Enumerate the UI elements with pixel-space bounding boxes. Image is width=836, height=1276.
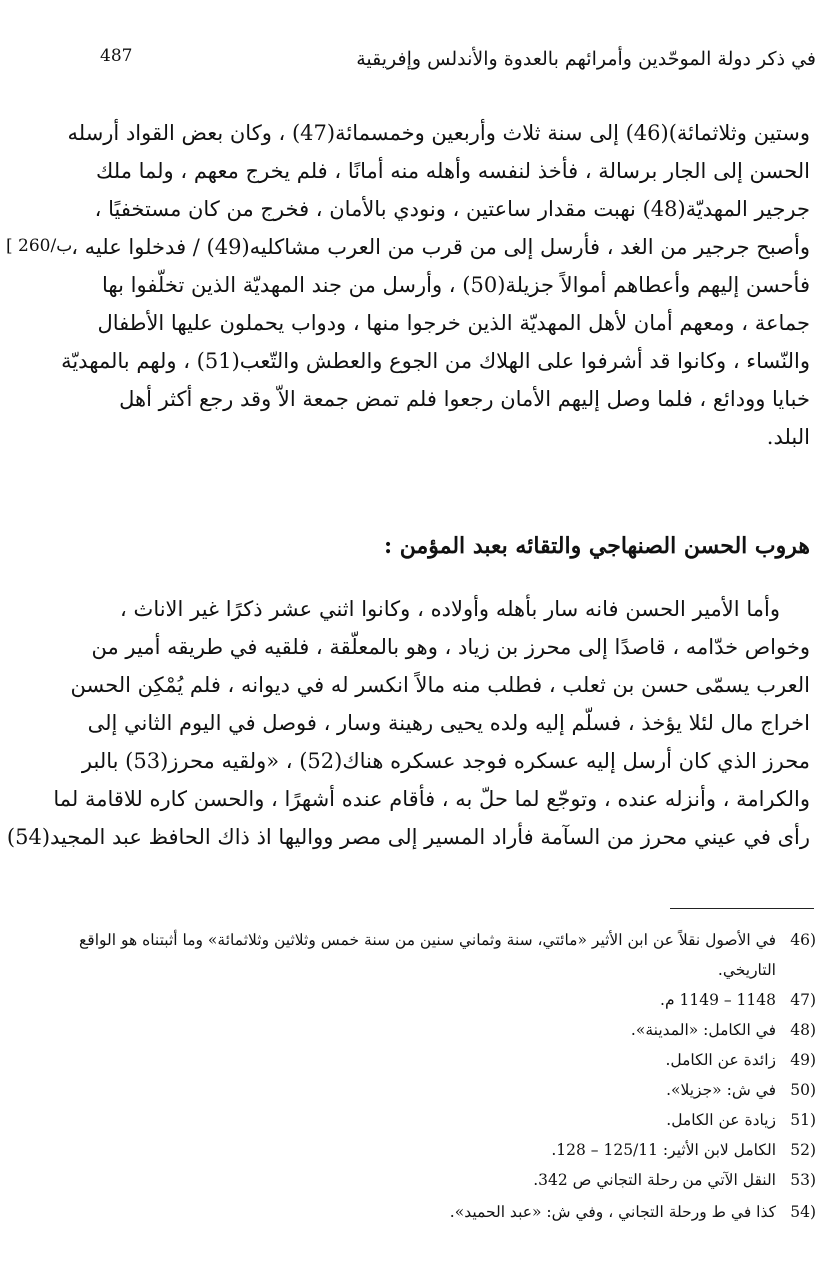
- footnote-divider: [670, 908, 814, 909]
- body-line: فأحسن إليهم وأعطاهم أموالاً جزيلة(50) ، وأرسل من جند المهديّة الذين تخلّفوا بها: [102, 273, 810, 297]
- footnote-number: (48: [790, 1021, 816, 1039]
- section-heading: هروب الحسن الصنهاجي والتقائه بعبد المؤمن :: [383, 533, 810, 559]
- footnote-text: في الأصول نقلاً عن ابن الأثير «مائتي، سنة وثماني سنين من سنة خمس وثلاثين وثلاثمائة» وما أثبتناه هو الواقع: [79, 931, 776, 949]
- footnote: [116, 1048, 816, 1072]
- section-line: وأما الأمير الحسن فانه سار بأهله وأولاده ، وكانوا اثني عشر ذكرًا غير الاناث ،: [120, 597, 780, 621]
- footnote-text: زيادة عن الكامل.: [666, 1111, 776, 1129]
- footnote-text: الكامل لابن الأثير: 125/11 – 128.: [551, 1141, 776, 1159]
- footnote: [116, 1108, 816, 1132]
- body-line: وأصبح جرجير من الغد ، فأرسل إلى من قرب من العرب مشاكليه(49) / فدخلوا عليه ،: [71, 235, 810, 259]
- footnote: [116, 1168, 816, 1192]
- body-line: جرجير المهديّة(48) نهبت مقدار ساعتين ، ونودي بالأمان ، فخرج من كان مستخفيًا ،: [94, 197, 810, 221]
- footnote: [116, 1200, 816, 1224]
- footnote-text: زائدة عن الكامل.: [665, 1051, 776, 1069]
- section-line: وخواص خدّامه ، قاصدًا إلى محرز بن زياد ، وهو بالمعلّقة ، فلقيه في طريقه أمير من: [91, 635, 810, 659]
- section-line: والكرامة ، وأنزله عنده ، وتوجّع لما حلّ به ، فأقام عنده أشهرًا ، والحسن كاره للاقامة لما: [53, 787, 810, 811]
- footnote-number: (50: [790, 1081, 816, 1099]
- section-line: رأى في عيني محرز من السآمة فأراد المسير إلى مصر وواليها اذ ذاك الحافظ عبد المجيد(54): [6, 825, 810, 849]
- footnote: [116, 1078, 816, 1102]
- section-line: العرب يسمّى حسن بن ثعلب ، فطلب منه مالاً انكسر له في ديوانه ، فلم يُمْكِن الحسن: [70, 673, 810, 697]
- footnote-text: 1148 – 1149 م.: [660, 991, 776, 1009]
- body-line: والنّساء ، وكانوا قد أشرفوا على الهلاك من الجوع والعطش والتّعب(51) ، ولهم بالمهديّة: [61, 349, 810, 373]
- section-line: محرز الذي كان أرسل إليه عسكره فوجد عسكره هناك(52) ، «ولقيه محرز(53) بالبر: [81, 749, 810, 773]
- footnote-text: كذا في ط ورحلة التجاني ، وفي ش: «عبد الحميد».: [449, 1203, 776, 1221]
- body-line: خبايا وودائع ، فلما وصل إليهم الأمان رجعوا فلم تمض جمعة الاّ وقد رجع أكثر أهل: [119, 387, 810, 411]
- body-line: البلد.: [766, 425, 810, 449]
- footnote: [116, 988, 816, 1012]
- footnote-number: (53: [790, 1171, 816, 1189]
- footnote-number: (54: [790, 1203, 816, 1221]
- footnote: [116, 1018, 816, 1042]
- footnote-text: في الكامل: «المدينة».: [630, 1021, 776, 1039]
- section-line: اخراج مال لئلا يؤخذ ، فسلّم إليه ولده يحيى رهينة وسار ، فوصل في اليوم الثاني إلى: [87, 711, 810, 735]
- footnote-number: (51: [790, 1111, 816, 1129]
- footnote-text: في ش: «جزيلا».: [666, 1081, 776, 1099]
- footnote-number: (47: [790, 991, 816, 1009]
- page-number: 487: [100, 46, 133, 66]
- footnote-number: (46: [790, 931, 816, 949]
- body-line: الحسن إلى الجار برسالة ، فأخذ لنفسه وأهله منه أمانًا ، فلم يخرج معهم ، ولما ملك: [96, 159, 810, 183]
- footnote-number: (49: [790, 1051, 816, 1069]
- body-line: وستين وثلاثمائة)(46) إلى سنة ثلاث وأربعين وخمسمائة(47) ، وكان بعض القواد أرسله: [67, 121, 810, 145]
- body-line: جماعة ، ومعهم أمان لأهل المهديّة الذين خرجوا منها ، ودواب يحملون عليها الأطفال: [97, 311, 810, 335]
- footnote-number: (52: [790, 1141, 816, 1159]
- margin-folio-reference: [ 260/ب: [6, 236, 73, 256]
- footnote-continuation: التاريخي.: [717, 961, 776, 979]
- running-title: في ذكر دولة الموحّدين وأمرائهم بالعدوة والأندلس وإفريقية: [356, 48, 816, 70]
- footnote-text: النقل الآتي من رحلة التجاني ص 342.: [533, 1171, 776, 1189]
- footnote: [116, 1138, 816, 1162]
- footnote: [79, 928, 816, 952]
